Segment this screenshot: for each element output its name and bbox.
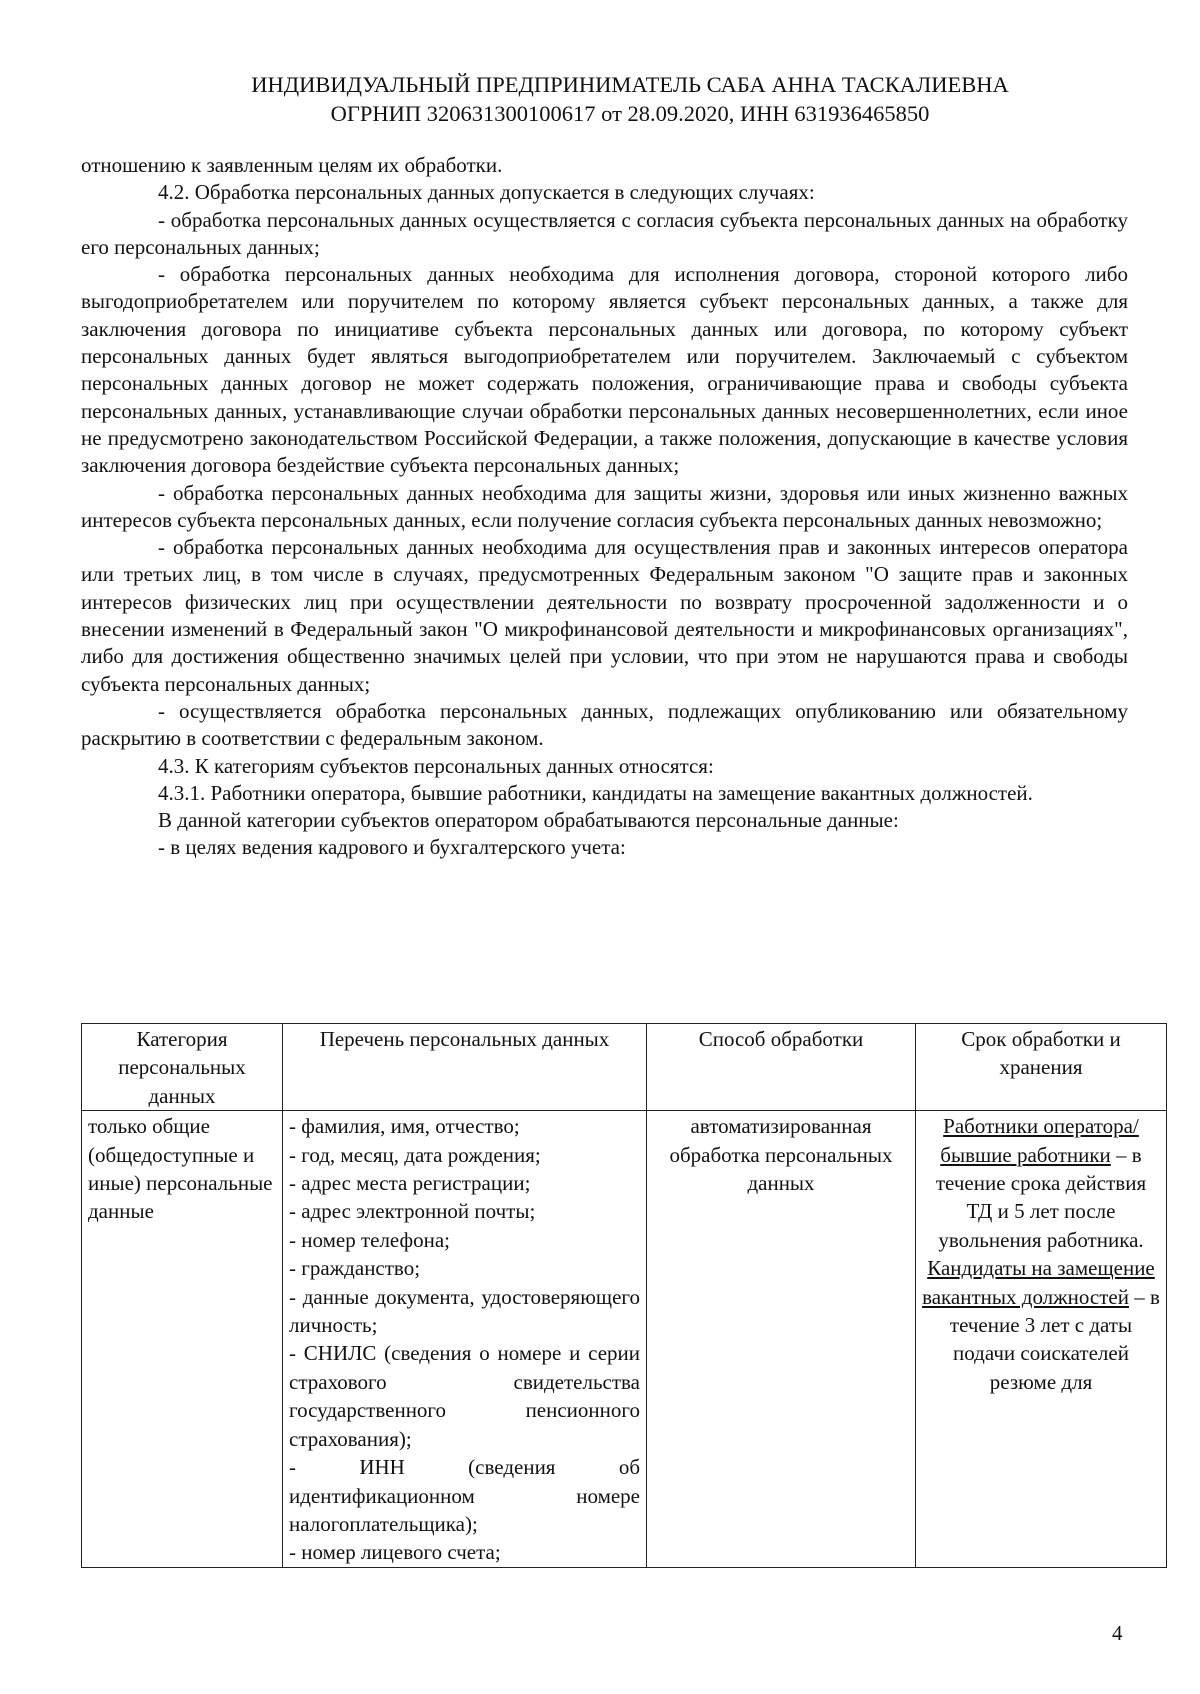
term-employees-label: Работники оператора/бывшие работники [940, 1114, 1139, 1167]
page-number: 4 [1112, 1621, 1123, 1645]
header-category: Категория персональных данных [82, 1024, 283, 1111]
table-row [82, 1111, 1167, 1568]
list-item: - адрес места регистрации; [289, 1171, 531, 1196]
header-data-list: Перечень персональных данных [283, 1024, 647, 1111]
header-registration-info: ОГРНИП 320631300100617 от 28.09.2020, ИНН 631936465850 [330, 101, 930, 126]
table-header-row [82, 1024, 1167, 1111]
list-item: - СНИЛС (сведения о номере и серии страхового свидетельства государственного пенсионного страхования); [289, 1341, 640, 1451]
personal-data-table [81, 1023, 1167, 1568]
paragraph-section-4-2: 4.2. Обработка персональных данных допускается в следующих случаях: [158, 180, 815, 205]
list-item: - ИНН (сведения об идентификационном номере налогоплательщика); [289, 1455, 640, 1536]
paragraph-section-4-3: 4.3. К категориям субъектов персональных данных относятся: [158, 753, 714, 778]
cell-data-list [283, 1111, 647, 1568]
list-item: - год, месяц, дата рождения; [289, 1142, 541, 1167]
document-body [81, 152, 1128, 862]
document-header [0, 70, 1200, 128]
paragraph-purpose: - в целях ведения кадрового и бухгалтерского учета: [158, 835, 626, 860]
term-candidates-text: – в течение 3 лет с даты подачи соискателей резюме для [949, 1284, 1160, 1394]
list-item: - номер лицевого счета; [289, 1540, 501, 1565]
list-item: - адрес электронной почты; [289, 1199, 536, 1224]
paragraph-legitimate-interests-case: - обработка персональных данных необходима для осуществления прав и законных интересов оператора или третьих лиц, в том числе в случаях, предусмотренных Федеральным законом "О защите прав и законных интересов физических лиц при осуществлении деятельности по возврату просроченной задолженности и о внесении изменений в Федеральный закон "О микрофинансовой деятельности и микрофинансовых организациях", либо для достижения общественно значимых целей при условии, что при этом не нарушаются права и свободы субъекта персональных данных; [81, 535, 1128, 696]
cell-category: только общие (общедоступные и иные) персональные данные [82, 1111, 283, 1568]
term-candidates-label: Кандидаты на замещение вакантных должностей [922, 1256, 1155, 1309]
header-method: Способ обработки [647, 1024, 916, 1111]
paragraph-category-intro: В данной категории субъектов оператором обрабатываются персональные данные: [158, 808, 899, 833]
header-company-name: ИНДИВИДУАЛЬНЫЙ ПРЕДПРИНИМАТЕЛЬ САБА АННА ТАСКАЛИЕВНА [251, 72, 1009, 97]
paragraph-consent-case: - обработка персональных данных осуществляется с согласия субъекта персональных данных на обработку его персональных данных; [81, 207, 1128, 259]
paragraph-publication-case: - осуществляется обработка персональных данных, подлежащих опубликованию или обязательному раскрытию в соответствии с федеральным законом. [81, 698, 1128, 751]
list-item: - данные документа, удостоверяющего личность; [289, 1284, 640, 1338]
paragraph-continuation: отношению к заявленным целям их обработки. [81, 153, 503, 177]
cell-method: автоматизированная обработка персональных данных [647, 1111, 916, 1568]
paragraph-contract-case: - обработка персональных данных необходима для исполнения договора, стороной которого либо выгодоприобретателем или поручителем по которому является субъект персональных данных, а также для заключения договора по инициативе субъекта персональных данных или договора, по которому субъект персональных данных будет являться выгодоприобретателем или поручителем. Заключаемый с субъектом персональных данных договор не может содержать положения, ограничивающие права и свободы субъекта персональных данных, устанавливающие случаи обработки персональных данных несовершеннолетних, если иное не предусмотрено законодательством Российской Федерации, а также положения, допускающие в качестве условия заключения договора бездействие субъекта персональных данных; [81, 262, 1128, 478]
list-item: - фамилия, имя, отчество; [289, 1114, 520, 1139]
header-term: Срок обработки и хранения [916, 1024, 1167, 1111]
paragraph-section-4-3-1: 4.3.1. Работники оператора, бывшие работники, кандидаты на замещение вакантных должностей. [158, 780, 1033, 805]
term-employees-text: – в течение срока действия ТД и 5 лет после увольнения работника. [935, 1142, 1147, 1252]
paragraph-vital-interests-case: - обработка персональных данных необходима для защиты жизни, здоровья или иных жизненно важных интересов субъекта персональных данных, если получение согласия субъекта персональных данных невозможно; [81, 480, 1128, 532]
list-item: - гражданство; [289, 1256, 421, 1281]
list-item: - номер телефона; [289, 1227, 450, 1252]
cell-term [916, 1111, 1167, 1568]
